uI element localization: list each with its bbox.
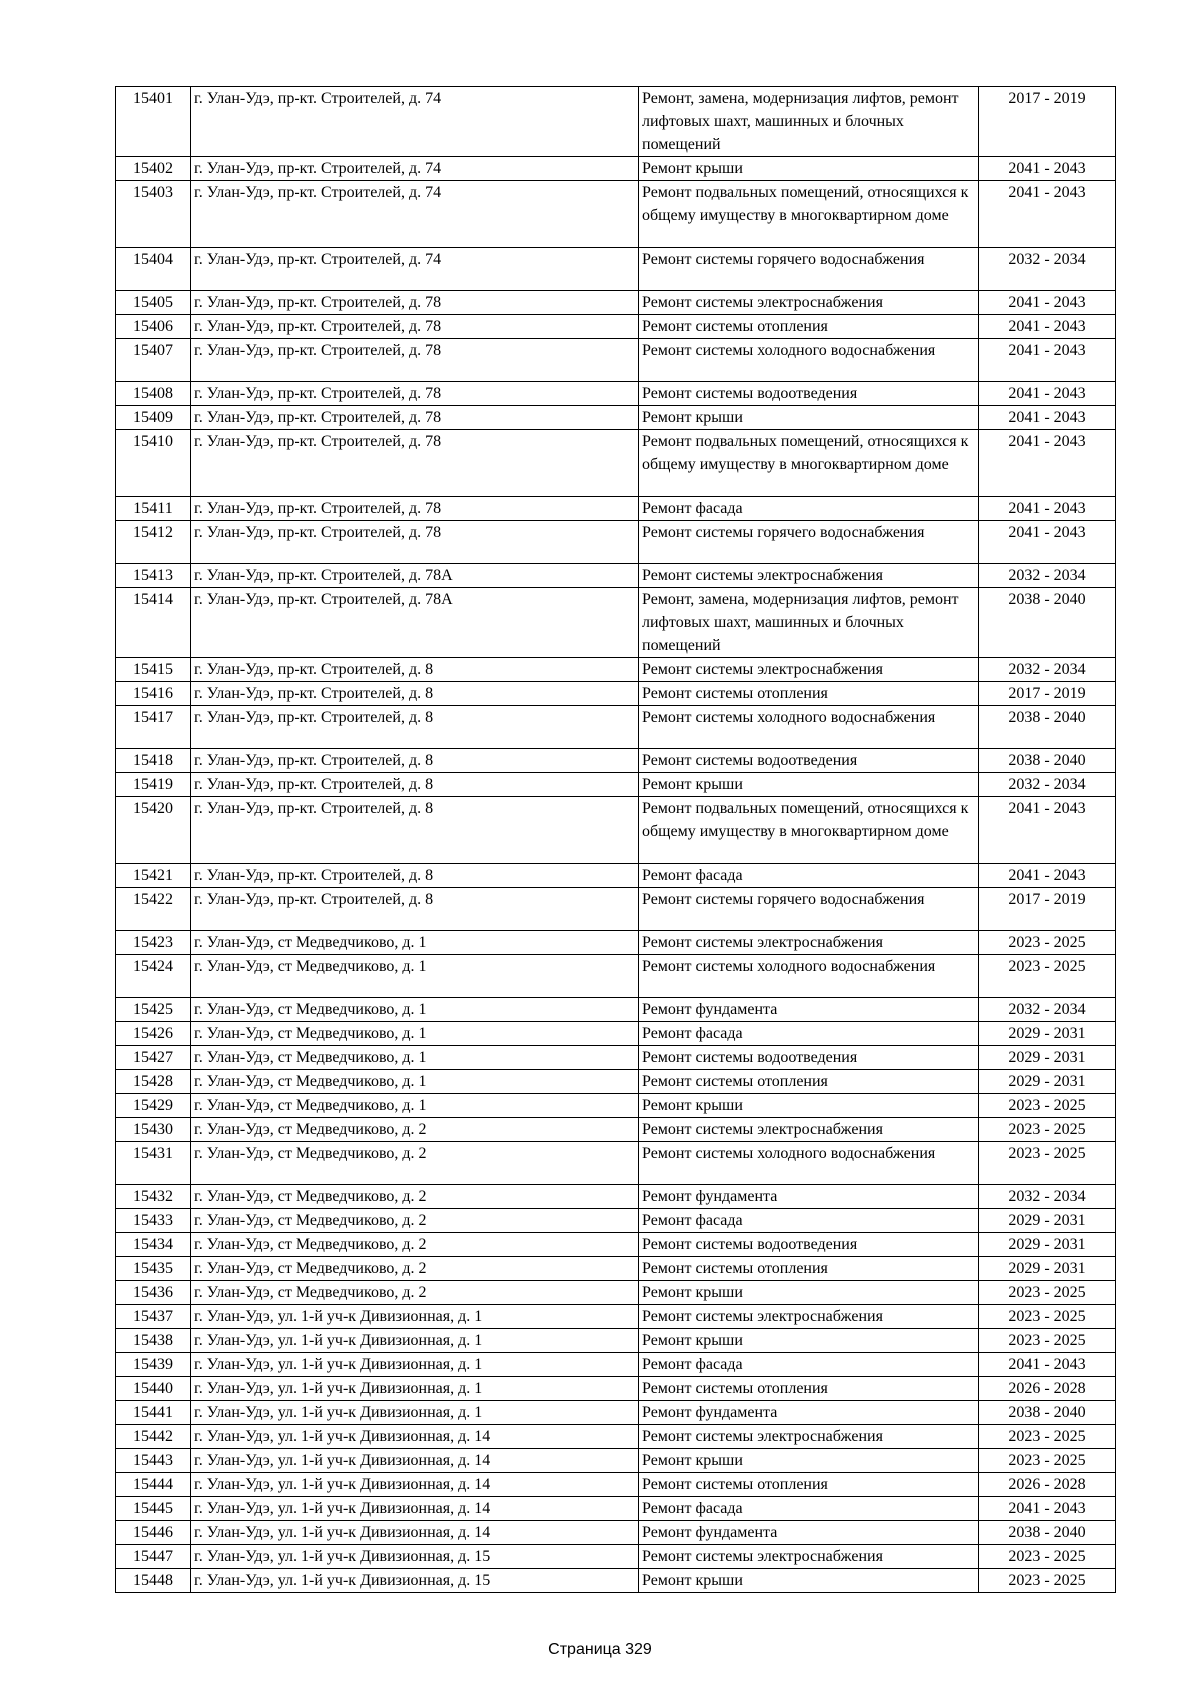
- work-type-cell: Ремонт системы электроснабжения: [639, 931, 979, 955]
- period-cell: 2023 - 2025: [979, 931, 1116, 955]
- address-cell: г. Улан-Удэ, ул. 1-й уч-к Дивизионная, д. 14: [191, 1497, 639, 1521]
- work-type-cell: Ремонт системы холодного водоснабжения: [639, 339, 979, 382]
- table-row: [116, 430, 1116, 497]
- address-cell: г. Улан-Удэ, ул. 1-й уч-к Дивизионная, д. 14: [191, 1449, 639, 1473]
- row-number-cell: 15430: [116, 1118, 191, 1142]
- period-cell: 2041 - 2043: [979, 382, 1116, 406]
- table-row: [116, 1233, 1116, 1257]
- row-number-cell: 15415: [116, 658, 191, 682]
- table-row: [116, 1094, 1116, 1118]
- address-cell: г. Улан-Удэ, пр-кт. Строителей, д. 8: [191, 797, 639, 864]
- period-cell: 2038 - 2040: [979, 1521, 1116, 1545]
- table-row: [116, 406, 1116, 430]
- period-cell: 2023 - 2025: [979, 1329, 1116, 1353]
- work-type-cell: Ремонт крыши: [639, 1094, 979, 1118]
- period-cell: 2023 - 2025: [979, 1545, 1116, 1569]
- row-number-cell: 15429: [116, 1094, 191, 1118]
- table-row: [116, 1022, 1116, 1046]
- row-number-cell: 15418: [116, 749, 191, 773]
- period-cell: 2041 - 2043: [979, 181, 1116, 248]
- row-number-cell: 15441: [116, 1401, 191, 1425]
- table-row: [116, 1070, 1116, 1094]
- table-row: [116, 1569, 1116, 1593]
- address-cell: г. Улан-Удэ, ул. 1-й уч-к Дивизионная, д. 14: [191, 1521, 639, 1545]
- address-cell: г. Улан-Удэ, пр-кт. Строителей, д. 8: [191, 658, 639, 682]
- row-number-cell: 15436: [116, 1281, 191, 1305]
- table-row: [116, 291, 1116, 315]
- address-cell: г. Улан-Удэ, пр-кт. Строителей, д. 74: [191, 248, 639, 291]
- period-cell: 2038 - 2040: [979, 706, 1116, 749]
- period-cell: 2032 - 2034: [979, 773, 1116, 797]
- table-row: [116, 931, 1116, 955]
- work-type-cell: Ремонт системы отопления: [639, 1473, 979, 1497]
- period-cell: 2041 - 2043: [979, 1353, 1116, 1377]
- address-cell: г. Улан-Удэ, пр-кт. Строителей, д. 78А: [191, 564, 639, 588]
- address-cell: г. Улан-Удэ, пр-кт. Строителей, д. 74: [191, 181, 639, 248]
- period-cell: 2038 - 2040: [979, 749, 1116, 773]
- period-cell: 2032 - 2034: [979, 564, 1116, 588]
- period-cell: 2023 - 2025: [979, 1281, 1116, 1305]
- table-row: [116, 864, 1116, 888]
- table-row: [116, 1329, 1116, 1353]
- period-cell: 2041 - 2043: [979, 315, 1116, 339]
- period-cell: 2026 - 2028: [979, 1473, 1116, 1497]
- period-cell: 2041 - 2043: [979, 864, 1116, 888]
- row-number-cell: 15412: [116, 521, 191, 564]
- address-cell: г. Улан-Удэ, ул. 1-й уч-к Дивизионная, д. 1: [191, 1401, 639, 1425]
- table-row: [116, 1497, 1116, 1521]
- address-cell: г. Улан-Удэ, ул. 1-й уч-к Дивизионная, д. 1: [191, 1329, 639, 1353]
- work-type-cell: Ремонт системы отопления: [639, 1257, 979, 1281]
- row-number-cell: 15448: [116, 1569, 191, 1593]
- table-row: [116, 1281, 1116, 1305]
- row-number-cell: 15402: [116, 157, 191, 181]
- address-cell: г. Улан-Удэ, пр-кт. Строителей, д. 78: [191, 382, 639, 406]
- row-number-cell: 15439: [116, 1353, 191, 1377]
- row-number-cell: 15444: [116, 1473, 191, 1497]
- row-number-cell: 15447: [116, 1545, 191, 1569]
- address-cell: г. Улан-Удэ, ул. 1-й уч-к Дивизионная, д. 15: [191, 1569, 639, 1593]
- table-row: [116, 382, 1116, 406]
- address-cell: г. Улан-Удэ, пр-кт. Строителей, д. 8: [191, 682, 639, 706]
- period-cell: 2038 - 2040: [979, 1401, 1116, 1425]
- row-number-cell: 15432: [116, 1185, 191, 1209]
- period-cell: 2032 - 2034: [979, 998, 1116, 1022]
- table-row: [116, 564, 1116, 588]
- period-cell: 2041 - 2043: [979, 1497, 1116, 1521]
- table-row: [116, 588, 1116, 658]
- work-type-cell: Ремонт, замена, модернизация лифтов, ремонт лифтовых шахт, машинных и блочных помещений: [639, 588, 979, 658]
- address-cell: г. Улан-Удэ, ул. 1-й уч-к Дивизионная, д. 15: [191, 1545, 639, 1569]
- address-cell: г. Улан-Удэ, ст Медведчиково, д. 2: [191, 1185, 639, 1209]
- work-type-cell: Ремонт системы водоотведения: [639, 1046, 979, 1070]
- table-row: [116, 87, 1116, 157]
- table-row: [116, 1142, 1116, 1185]
- address-cell: г. Улан-Удэ, ст Медведчиково, д. 1: [191, 1046, 639, 1070]
- table-row: [116, 888, 1116, 931]
- table-row: [116, 706, 1116, 749]
- work-type-cell: Ремонт крыши: [639, 157, 979, 181]
- work-type-cell: Ремонт фасада: [639, 1353, 979, 1377]
- work-type-cell: Ремонт фундамента: [639, 1185, 979, 1209]
- work-type-cell: Ремонт, замена, модернизация лифтов, ремонт лифтовых шахт, машинных и блочных помещений: [639, 87, 979, 157]
- row-number-cell: 15431: [116, 1142, 191, 1185]
- work-type-cell: Ремонт подвальных помещений, относящихся к общему имуществу в многоквартирном доме: [639, 430, 979, 497]
- row-number-cell: 15426: [116, 1022, 191, 1046]
- address-cell: г. Улан-Удэ, ул. 1-й уч-к Дивизионная, д. 14: [191, 1425, 639, 1449]
- work-type-cell: Ремонт системы электроснабжения: [639, 658, 979, 682]
- table-row: [116, 181, 1116, 248]
- period-cell: 2029 - 2031: [979, 1022, 1116, 1046]
- table-row: [116, 1425, 1116, 1449]
- address-cell: г. Улан-Удэ, пр-кт. Строителей, д. 74: [191, 157, 639, 181]
- row-number-cell: 15411: [116, 497, 191, 521]
- row-number-cell: 15424: [116, 955, 191, 998]
- period-cell: 2023 - 2025: [979, 955, 1116, 998]
- period-cell: 2041 - 2043: [979, 406, 1116, 430]
- row-number-cell: 15440: [116, 1377, 191, 1401]
- work-type-cell: Ремонт системы электроснабжения: [639, 1305, 979, 1329]
- work-type-cell: Ремонт системы электроснабжения: [639, 1545, 979, 1569]
- row-number-cell: 15423: [116, 931, 191, 955]
- address-cell: г. Улан-Удэ, ст Медведчиково, д. 1: [191, 955, 639, 998]
- period-cell: 2041 - 2043: [979, 291, 1116, 315]
- work-type-cell: Ремонт системы водоотведения: [639, 1233, 979, 1257]
- period-cell: 2038 - 2040: [979, 588, 1116, 658]
- period-cell: 2023 - 2025: [979, 1425, 1116, 1449]
- period-cell: 2023 - 2025: [979, 1449, 1116, 1473]
- table-row: [116, 797, 1116, 864]
- address-cell: г. Улан-Удэ, пр-кт. Строителей, д. 78: [191, 291, 639, 315]
- row-number-cell: 15434: [116, 1233, 191, 1257]
- table-row: [116, 658, 1116, 682]
- table-row: [116, 1401, 1116, 1425]
- address-cell: г. Улан-Удэ, пр-кт. Строителей, д. 8: [191, 864, 639, 888]
- work-type-cell: Ремонт подвальных помещений, относящихся к общему имуществу в многоквартирном доме: [639, 181, 979, 248]
- address-cell: г. Улан-Удэ, пр-кт. Строителей, д. 78: [191, 521, 639, 564]
- row-number-cell: 15405: [116, 291, 191, 315]
- address-cell: г. Улан-Удэ, ст Медведчиково, д. 1: [191, 1094, 639, 1118]
- period-cell: 2041 - 2043: [979, 430, 1116, 497]
- address-cell: г. Улан-Удэ, ул. 1-й уч-к Дивизионная, д. 1: [191, 1353, 639, 1377]
- table-row: [116, 1353, 1116, 1377]
- address-cell: г. Улан-Удэ, ст Медведчиково, д. 1: [191, 931, 639, 955]
- period-cell: 2017 - 2019: [979, 87, 1116, 157]
- row-number-cell: 15443: [116, 1449, 191, 1473]
- address-cell: г. Улан-Удэ, ул. 1-й уч-к Дивизионная, д. 1: [191, 1377, 639, 1401]
- work-type-cell: Ремонт системы холодного водоснабжения: [639, 706, 979, 749]
- row-number-cell: 15437: [116, 1305, 191, 1329]
- row-number-cell: 15422: [116, 888, 191, 931]
- row-number-cell: 15408: [116, 382, 191, 406]
- work-type-cell: Ремонт крыши: [639, 1449, 979, 1473]
- row-number-cell: 15403: [116, 181, 191, 248]
- work-type-cell: Ремонт системы холодного водоснабжения: [639, 1142, 979, 1185]
- address-cell: г. Улан-Удэ, ст Медведчиково, д. 2: [191, 1118, 639, 1142]
- row-number-cell: 15420: [116, 797, 191, 864]
- period-cell: 2029 - 2031: [979, 1209, 1116, 1233]
- period-cell: 2026 - 2028: [979, 1377, 1116, 1401]
- work-type-cell: Ремонт фасада: [639, 1497, 979, 1521]
- work-type-cell: Ремонт фундамента: [639, 998, 979, 1022]
- work-type-cell: Ремонт подвальных помещений, относящихся к общему имуществу в многоквартирном доме: [639, 797, 979, 864]
- work-type-cell: Ремонт системы отопления: [639, 682, 979, 706]
- period-cell: 2029 - 2031: [979, 1046, 1116, 1070]
- row-number-cell: 15401: [116, 87, 191, 157]
- row-number-cell: 15435: [116, 1257, 191, 1281]
- table-row: [116, 1046, 1116, 1070]
- work-type-cell: Ремонт системы водоотведения: [639, 382, 979, 406]
- row-number-cell: 15413: [116, 564, 191, 588]
- address-cell: г. Улан-Удэ, ст Медведчиково, д. 1: [191, 998, 639, 1022]
- repair-schedule-table: [115, 86, 1116, 1593]
- work-type-cell: Ремонт системы электроснабжения: [639, 564, 979, 588]
- address-cell: г. Улан-Удэ, пр-кт. Строителей, д. 8: [191, 888, 639, 931]
- table-row: [116, 1185, 1116, 1209]
- row-number-cell: 15442: [116, 1425, 191, 1449]
- table-row: [116, 1545, 1116, 1569]
- work-type-cell: Ремонт системы отопления: [639, 1377, 979, 1401]
- address-cell: г. Улан-Удэ, пр-кт. Строителей, д. 78А: [191, 588, 639, 658]
- period-cell: 2017 - 2019: [979, 682, 1116, 706]
- table-row: [116, 497, 1116, 521]
- work-type-cell: Ремонт крыши: [639, 1569, 979, 1593]
- work-type-cell: Ремонт фасада: [639, 1022, 979, 1046]
- work-type-cell: Ремонт крыши: [639, 773, 979, 797]
- table-row: [116, 1473, 1116, 1497]
- address-cell: г. Улан-Удэ, ст Медведчиково, д. 1: [191, 1070, 639, 1094]
- row-number-cell: 15407: [116, 339, 191, 382]
- address-cell: г. Улан-Удэ, пр-кт. Строителей, д. 78: [191, 497, 639, 521]
- row-number-cell: 15438: [116, 1329, 191, 1353]
- row-number-cell: 15427: [116, 1046, 191, 1070]
- row-number-cell: 15417: [116, 706, 191, 749]
- table-row: [116, 682, 1116, 706]
- table-row: [116, 955, 1116, 998]
- row-number-cell: 15445: [116, 1497, 191, 1521]
- period-cell: 2023 - 2025: [979, 1094, 1116, 1118]
- row-number-cell: 15414: [116, 588, 191, 658]
- table-row: [116, 339, 1116, 382]
- period-cell: 2023 - 2025: [979, 1305, 1116, 1329]
- work-type-cell: Ремонт системы электроснабжения: [639, 1118, 979, 1142]
- address-cell: г. Улан-Удэ, пр-кт. Строителей, д. 8: [191, 706, 639, 749]
- address-cell: г. Улан-Удэ, пр-кт. Строителей, д. 8: [191, 749, 639, 773]
- table-row: [116, 773, 1116, 797]
- address-cell: г. Улан-Удэ, ст Медведчиково, д. 2: [191, 1209, 639, 1233]
- period-cell: 2023 - 2025: [979, 1142, 1116, 1185]
- table-row: [116, 1209, 1116, 1233]
- work-type-cell: Ремонт системы водоотведения: [639, 749, 979, 773]
- row-number-cell: 15433: [116, 1209, 191, 1233]
- row-number-cell: 15419: [116, 773, 191, 797]
- period-cell: 2041 - 2043: [979, 497, 1116, 521]
- work-type-cell: Ремонт фасада: [639, 497, 979, 521]
- address-cell: г. Улан-Удэ, пр-кт. Строителей, д. 78: [191, 406, 639, 430]
- table-row: [116, 1377, 1116, 1401]
- address-cell: г. Улан-Удэ, ст Медведчиково, д. 2: [191, 1257, 639, 1281]
- address-cell: г. Улан-Удэ, пр-кт. Строителей, д. 78: [191, 339, 639, 382]
- period-cell: 2029 - 2031: [979, 1233, 1116, 1257]
- work-type-cell: Ремонт системы холодного водоснабжения: [639, 955, 979, 998]
- address-cell: г. Улан-Удэ, пр-кт. Строителей, д. 74: [191, 87, 639, 157]
- period-cell: 2041 - 2043: [979, 797, 1116, 864]
- period-cell: 2029 - 2031: [979, 1257, 1116, 1281]
- work-type-cell: Ремонт фундамента: [639, 1521, 979, 1545]
- address-cell: г. Улан-Удэ, ст Медведчиково, д. 1: [191, 1022, 639, 1046]
- address-cell: г. Улан-Удэ, ст Медведчиково, д. 2: [191, 1281, 639, 1305]
- table-row: [116, 1449, 1116, 1473]
- work-type-cell: Ремонт фундамента: [639, 1401, 979, 1425]
- table-row: [116, 1257, 1116, 1281]
- row-number-cell: 15428: [116, 1070, 191, 1094]
- period-cell: 2041 - 2043: [979, 339, 1116, 382]
- row-number-cell: 15425: [116, 998, 191, 1022]
- period-cell: 2032 - 2034: [979, 248, 1116, 291]
- work-type-cell: Ремонт крыши: [639, 406, 979, 430]
- row-number-cell: 15410: [116, 430, 191, 497]
- table-row: [116, 315, 1116, 339]
- work-type-cell: Ремонт системы горячего водоснабжения: [639, 888, 979, 931]
- table-row: [116, 1521, 1116, 1545]
- period-cell: 2032 - 2034: [979, 658, 1116, 682]
- work-type-cell: Ремонт системы горячего водоснабжения: [639, 248, 979, 291]
- work-type-cell: Ремонт системы отопления: [639, 315, 979, 339]
- address-cell: г. Улан-Удэ, ул. 1-й уч-к Дивизионная, д. 1: [191, 1305, 639, 1329]
- work-type-cell: Ремонт фасада: [639, 864, 979, 888]
- period-cell: 2023 - 2025: [979, 1118, 1116, 1142]
- work-type-cell: Ремонт системы горячего водоснабжения: [639, 521, 979, 564]
- row-number-cell: 15446: [116, 1521, 191, 1545]
- address-cell: г. Улан-Удэ, пр-кт. Строителей, д. 78: [191, 315, 639, 339]
- address-cell: г. Улан-Удэ, ст Медведчиково, д. 2: [191, 1233, 639, 1257]
- address-cell: г. Улан-Удэ, пр-кт. Строителей, д. 78: [191, 430, 639, 497]
- address-cell: г. Улан-Удэ, ул. 1-й уч-к Дивизионная, д. 14: [191, 1473, 639, 1497]
- table-body: [116, 87, 1116, 1593]
- period-cell: 2041 - 2043: [979, 157, 1116, 181]
- row-number-cell: 15404: [116, 248, 191, 291]
- work-type-cell: Ремонт крыши: [639, 1329, 979, 1353]
- table-row: [116, 521, 1116, 564]
- work-type-cell: Ремонт системы электроснабжения: [639, 1425, 979, 1449]
- period-cell: 2041 - 2043: [979, 521, 1116, 564]
- row-number-cell: 15409: [116, 406, 191, 430]
- table-row: [116, 248, 1116, 291]
- address-cell: г. Улан-Удэ, ст Медведчиково, д. 2: [191, 1142, 639, 1185]
- address-cell: г. Улан-Удэ, пр-кт. Строителей, д. 8: [191, 773, 639, 797]
- page-number: Страница 329: [548, 1641, 652, 1658]
- work-type-cell: Ремонт крыши: [639, 1281, 979, 1305]
- row-number-cell: 15406: [116, 315, 191, 339]
- table-row: [116, 1305, 1116, 1329]
- period-cell: 2017 - 2019: [979, 888, 1116, 931]
- row-number-cell: 15416: [116, 682, 191, 706]
- table-row: [116, 1118, 1116, 1142]
- work-type-cell: Ремонт фасада: [639, 1209, 979, 1233]
- table-row: [116, 157, 1116, 181]
- period-cell: 2032 - 2034: [979, 1185, 1116, 1209]
- table-row: [116, 749, 1116, 773]
- work-type-cell: Ремонт системы электроснабжения: [639, 291, 979, 315]
- row-number-cell: 15421: [116, 864, 191, 888]
- period-cell: 2029 - 2031: [979, 1070, 1116, 1094]
- period-cell: 2023 - 2025: [979, 1569, 1116, 1593]
- work-type-cell: Ремонт системы отопления: [639, 1070, 979, 1094]
- table-row: [116, 998, 1116, 1022]
